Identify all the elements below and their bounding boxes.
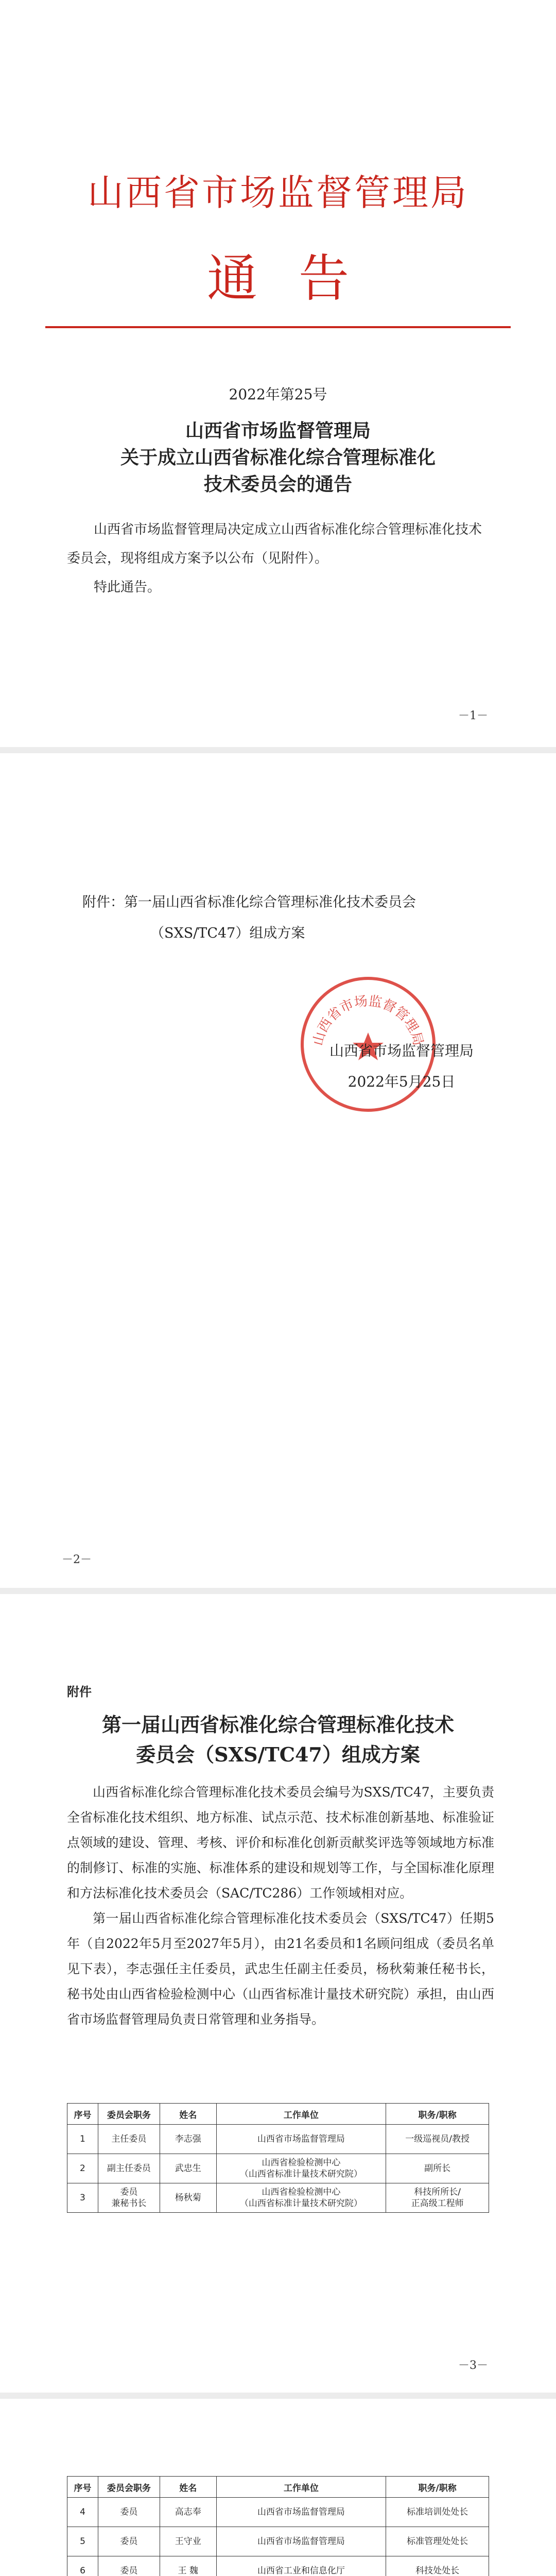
attachment-line: （SXS/TC47）组成方案: [150, 925, 305, 941]
cell-organization: 山西省工业和信息化厅: [216, 2556, 386, 2576]
table-header-cell: 序号: [67, 2477, 98, 2498]
cell-title: 一级巡视员/教授: [386, 2125, 489, 2154]
cell-index: 6: [67, 2556, 98, 2576]
cell-name: 杨秋菊: [160, 2183, 216, 2213]
body-paragraph: 特此通告。: [94, 580, 161, 595]
issuer-signature: 山西省市场监督管理局: [329, 1042, 474, 1059]
table-row: [67, 2183, 489, 2213]
cell-title: 科技所所长/ 正高级工程师: [386, 2183, 489, 2213]
issue-date: 2022年5月25日: [348, 1073, 456, 1090]
cell-title: 副所长: [386, 2154, 489, 2183]
title-line: 技术委员会的通告: [203, 473, 352, 495]
cell-index: 4: [67, 2498, 98, 2527]
issuing-agency-header: 山西省市场监督管理局: [88, 172, 468, 214]
body-paragraph: 第一届山西省标准化综合管理标准化技术委员会（SXS/TC47）任期5年（自2022年5月至2027年5月），由21名委员和1名顾问组成（委员名单见下表），李志强任主任委员，武忠生任副主任委员，杨秋菊兼任秘书长，秘书处由山西省检验检测中心（山西省标准计量技术研究院）承担，由山西省市场监督管理局负责日常管理和业务指导。: [67, 1911, 494, 2027]
notice-heading: 通告: [206, 249, 390, 308]
cell-title: 标准培训处处长: [386, 2498, 489, 2527]
page-number: －1－: [458, 709, 488, 722]
page-number: －3－: [458, 2359, 488, 2372]
cell-role: 副主任委员: [98, 2154, 160, 2183]
page-number: －2－: [62, 1553, 92, 1566]
seal-text: 山西省市场监督管理局: [310, 993, 426, 1047]
table-header-row: [67, 2104, 489, 2125]
body-paragraph: 山西省标准化综合管理标准化技术委员会编号为SXS/TC47，主要负责全省标准化技术组织、地方标准、试点示范、技术标准创新基地、标准验证点领域的建设、管理、考核、评价和标准化创新贡献奖评选等领域地方标准的制修订、标准的实施、标准体系的建设和规划等工作，与全国标准化原理和方法标准化技术委员会（SAC/TC286）工作领域相对应。: [67, 1785, 494, 1901]
table-row: [67, 2556, 489, 2576]
plan-body: [67, 1780, 494, 2032]
table-header-row: [67, 2477, 489, 2498]
title-line: 第一届山西省标准化综合管理标准化技术: [101, 1713, 454, 1736]
cell-index: 3: [67, 2183, 98, 2213]
cell-organization: 山西省检验检测中心 （山西省标准计量技术研究院）: [216, 2183, 386, 2213]
cell-role: 委员: [98, 2527, 160, 2556]
table-header-cell: 姓名: [160, 2104, 216, 2125]
body-paragraph: 山西省市场监督管理局决定成立山西省标准化综合管理标准化技术委员会，现将组成方案予以公布（见附件）。: [67, 522, 482, 566]
document-number: 2022年第25号: [229, 386, 327, 403]
table-header-cell: 工作单位: [216, 2104, 386, 2125]
cell-index: 5: [67, 2527, 98, 2556]
page-4: [0, 2399, 556, 2576]
notice-title: [0, 417, 556, 498]
cell-name: 武忠生: [160, 2154, 216, 2183]
cell-name: 李志强: [160, 2125, 216, 2154]
cell-organization: 山西省市场监督管理局: [216, 2527, 386, 2556]
member-table-part-2: [67, 2476, 489, 2576]
table-row: [67, 2125, 489, 2154]
cell-organization: 山西省市场监督管理局: [216, 2125, 386, 2154]
cell-role: 委员 兼秘书长: [98, 2183, 160, 2213]
page-3: [0, 1594, 556, 2393]
red-divider: [45, 326, 511, 328]
cell-title: 科技处处长: [386, 2556, 489, 2576]
table-header-cell: 姓名: [160, 2477, 216, 2498]
plan-title: [0, 1710, 556, 1770]
cell-index: 2: [67, 2154, 98, 2183]
cell-name: 王 魏: [160, 2556, 216, 2576]
title-line: 委员会（SXS/TC47）组成方案: [136, 1743, 420, 1766]
table-header-cell: 序号: [67, 2104, 98, 2125]
table-row: [67, 2498, 489, 2527]
table-header-cell: 委员会职务: [98, 2477, 160, 2498]
cell-index: 1: [67, 2125, 98, 2154]
table-row: [67, 2527, 489, 2556]
member-table-part-1: [67, 2103, 489, 2213]
table-header-cell: 委员会职务: [98, 2104, 160, 2125]
table-row: [67, 2154, 489, 2183]
title-line: 山西省市场监督管理局: [185, 420, 371, 442]
cell-name: 高志奉: [160, 2498, 216, 2527]
page-2: [0, 753, 556, 1588]
notice-body: [67, 515, 494, 602]
cell-role: 主任委员: [98, 2125, 160, 2154]
cell-role: 委员: [98, 2498, 160, 2527]
table-header-cell: 职务/职称: [386, 2477, 489, 2498]
cell-name: 王守业: [160, 2527, 216, 2556]
table-header-cell: 工作单位: [216, 2477, 386, 2498]
table-header-cell: 职务/职称: [386, 2104, 489, 2125]
cell-organization: 山西省市场监督管理局: [216, 2498, 386, 2527]
attachment-note: [82, 887, 494, 949]
cell-title: 标准管理处处长: [386, 2527, 489, 2556]
attachment-line: 附件：第一届山西省标准化综合管理标准化技术委员会: [82, 894, 416, 910]
title-line: 关于成立山西省标准化综合管理标准化: [120, 447, 436, 468]
cell-role: 委员: [98, 2556, 160, 2576]
cell-organization: 山西省检验检测中心 （山西省标准计量技术研究院）: [216, 2154, 386, 2183]
page-1: [0, 0, 556, 747]
attachment-label: 附件: [67, 1684, 92, 1699]
